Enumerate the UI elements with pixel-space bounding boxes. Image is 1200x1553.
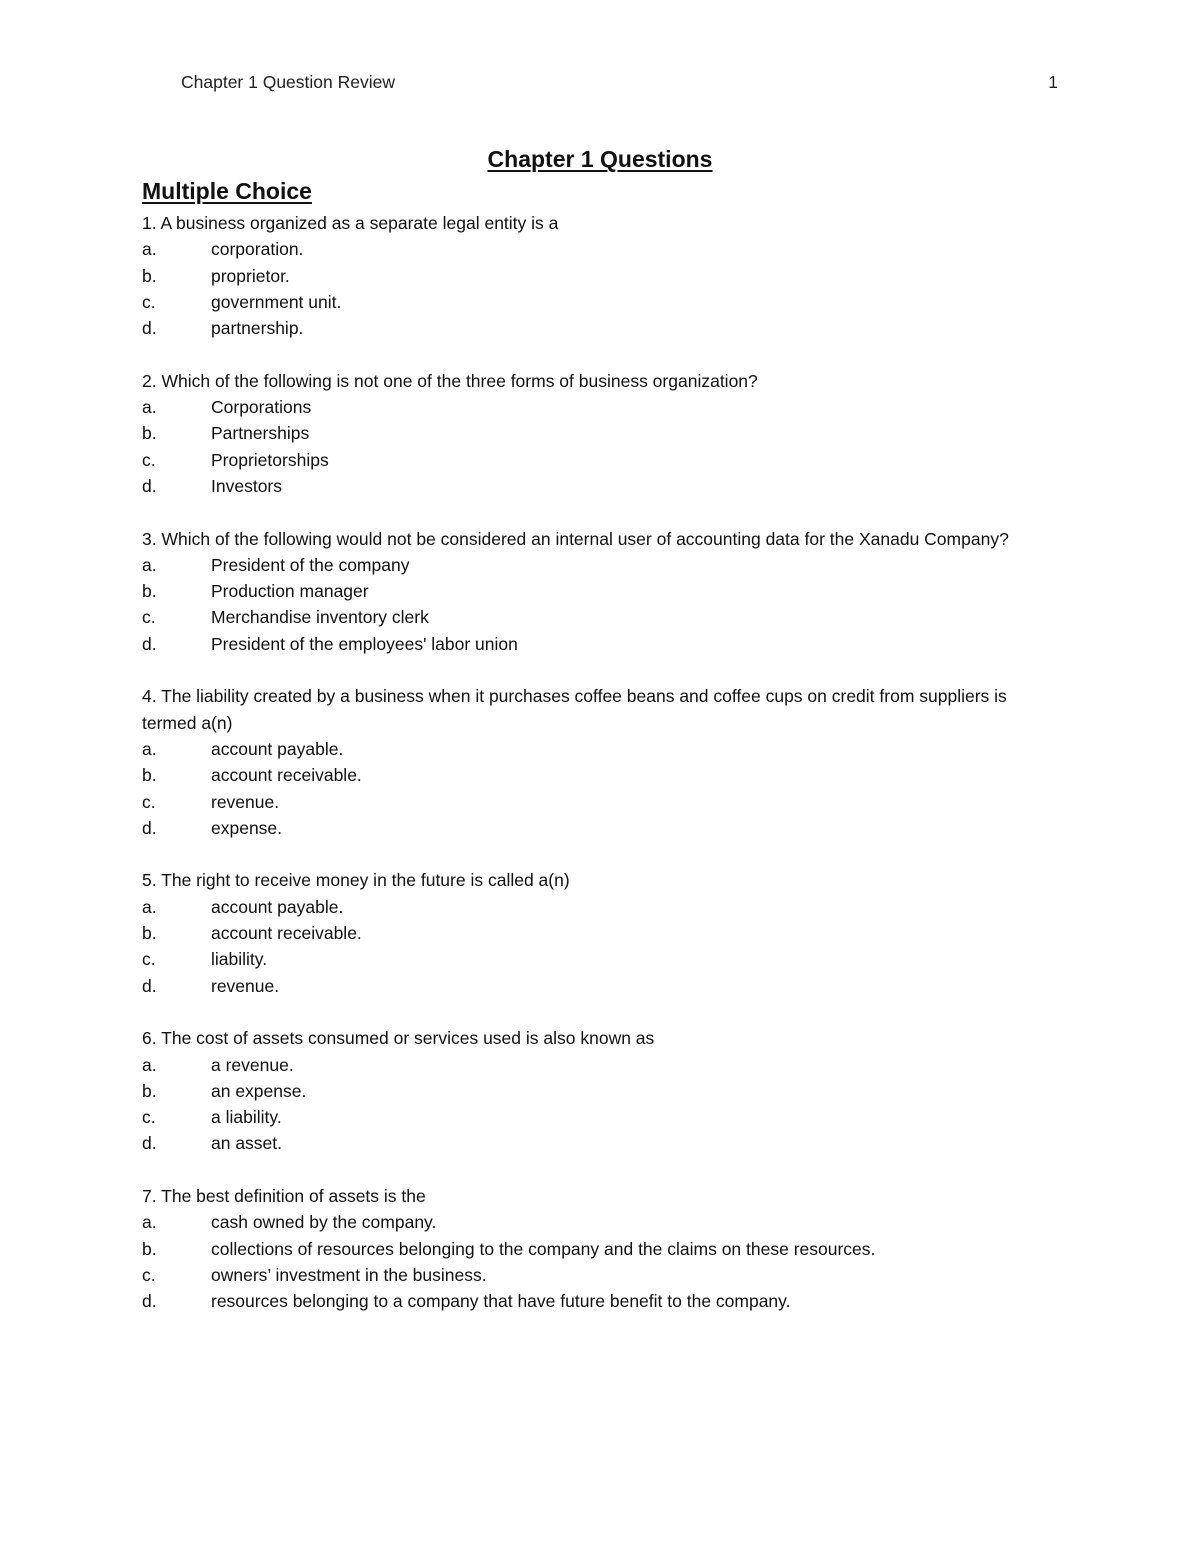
question-stem: 3. Which of the following would not be considered an internal user of accounting data for the Xanadu Company? <box>142 528 1009 549</box>
option-letter: d. <box>142 318 157 339</box>
question-list <box>142 210 1062 1341</box>
answer-option <box>142 789 1062 815</box>
option-text: owners’ investment in the business. <box>211 1264 487 1285</box>
option-letter: a. <box>142 239 157 260</box>
question-stem: 5. The right to receive money in the future is called a(n) <box>142 870 570 891</box>
answer-options <box>142 394 1062 499</box>
answer-option <box>142 815 1062 841</box>
option-letter: d. <box>142 475 157 496</box>
option-text: an expense. <box>211 1080 307 1101</box>
option-text: revenue. <box>211 791 280 812</box>
option-text: President of the employees' labor union <box>211 633 518 654</box>
option-text: President of the company <box>211 554 410 575</box>
answer-options <box>142 894 1062 999</box>
option-text: revenue. <box>211 975 280 996</box>
option-letter: b. <box>142 423 157 444</box>
option-text: account receivable. <box>211 923 362 944</box>
answer-option <box>142 1288 1062 1314</box>
option-text: account receivable. <box>211 765 362 786</box>
option-letter: a. <box>142 1054 157 1075</box>
option-letter: a. <box>142 397 157 418</box>
answer-options <box>142 1209 1062 1314</box>
answer-option <box>142 1262 1062 1288</box>
question-1 <box>142 210 1062 341</box>
answer-option <box>142 578 1062 604</box>
option-text: a liability. <box>211 1107 282 1128</box>
answer-option <box>142 1078 1062 1104</box>
question-stem: 1. A business organized as a separate legal entity is a <box>142 213 559 233</box>
option-letter: d. <box>142 1291 157 1312</box>
question-stem: 2. Which of the following is not one of the three forms of business organization? <box>142 370 758 391</box>
answer-options <box>142 1052 1062 1157</box>
answer-option <box>142 631 1062 657</box>
answer-option <box>142 973 1062 999</box>
answer-option <box>142 894 1062 920</box>
option-letter: a. <box>142 554 157 575</box>
answer-option <box>142 946 1062 972</box>
option-text: Proprietorships <box>211 449 329 470</box>
option-text: Investors <box>211 475 282 496</box>
question-2 <box>142 368 1062 499</box>
option-letter: c. <box>142 607 156 628</box>
answer-option <box>142 604 1062 630</box>
option-letter: a. <box>142 738 157 759</box>
question-stem: 7. The best definition of assets is the <box>142 1185 426 1206</box>
option-letter: b. <box>142 1080 157 1101</box>
answer-option <box>142 1052 1062 1078</box>
question-7 <box>142 1183 1062 1314</box>
option-letter: a. <box>142 896 157 917</box>
option-text: an asset. <box>211 1133 283 1154</box>
option-text: government unit. <box>211 291 342 312</box>
option-letter: c. <box>142 791 156 812</box>
running-header-title: Chapter 1 Question Review <box>181 72 395 92</box>
option-text: corporation. <box>211 239 304 260</box>
option-letter: d. <box>142 975 157 996</box>
option-letter: d. <box>142 1133 157 1154</box>
question-stem: 4. The liability created by a business when it purchases coffee beans and coffee cups on credit from suppliers is termed a(n) <box>142 686 1007 733</box>
answer-option <box>142 1236 1062 1262</box>
document-title: Chapter 1 Questions <box>487 146 713 172</box>
option-letter: c. <box>142 1107 156 1128</box>
option-text: proprietor. <box>211 265 290 286</box>
option-text: liability. <box>211 949 268 970</box>
question-3 <box>142 526 1062 657</box>
answer-option <box>142 447 1062 473</box>
answer-option <box>142 473 1062 499</box>
question-6 <box>142 1025 1062 1156</box>
answer-options <box>142 236 1062 341</box>
answer-option <box>142 762 1062 788</box>
option-letter: d. <box>142 817 157 838</box>
option-text: Corporations <box>211 397 312 418</box>
option-letter: b. <box>142 923 157 944</box>
answer-option <box>142 1209 1062 1235</box>
option-letter: b. <box>142 765 157 786</box>
answer-option <box>142 289 1062 315</box>
option-text: partnership. <box>211 318 304 339</box>
option-text: cash owned by the company. <box>211 1212 437 1233</box>
option-text: resources belonging to a company that have future benefit to the company. <box>211 1291 791 1312</box>
question-stem: 6. The cost of assets consumed or services used is also known as <box>142 1028 655 1049</box>
option-letter: c. <box>142 1264 156 1285</box>
option-text: expense. <box>211 817 283 838</box>
answer-option <box>142 736 1062 762</box>
answer-option <box>142 552 1062 578</box>
option-letter: a. <box>142 1212 157 1233</box>
option-letter: c. <box>142 449 156 470</box>
option-text: collections of resources belonging to the company and the claims on these resources. <box>211 1238 876 1259</box>
option-letter: b. <box>142 265 157 286</box>
option-letter: b. <box>142 581 157 602</box>
option-letter: b. <box>142 1238 157 1259</box>
page-number: 1 <box>1048 72 1058 92</box>
answer-options <box>142 736 1062 841</box>
answer-option <box>142 920 1062 946</box>
answer-option <box>142 263 1062 289</box>
option-letter: c. <box>142 949 156 970</box>
section-title: Multiple Choice <box>142 178 312 204</box>
option-letter: d. <box>142 633 157 654</box>
option-text: account payable. <box>211 738 344 759</box>
option-text: Partnerships <box>211 423 310 444</box>
answer-option <box>142 236 1062 262</box>
answer-option <box>142 1104 1062 1130</box>
option-text: account payable. <box>211 896 344 917</box>
option-text: Merchandise inventory clerk <box>211 607 429 628</box>
answer-option <box>142 394 1062 420</box>
question-5 <box>142 867 1062 998</box>
answer-option <box>142 420 1062 446</box>
option-text: a revenue. <box>211 1054 294 1075</box>
answer-options <box>142 552 1062 657</box>
option-text: Production manager <box>211 581 369 602</box>
answer-option <box>142 315 1062 341</box>
answer-option <box>142 1130 1062 1156</box>
option-letter: c. <box>142 291 156 312</box>
question-4 <box>142 683 1062 841</box>
